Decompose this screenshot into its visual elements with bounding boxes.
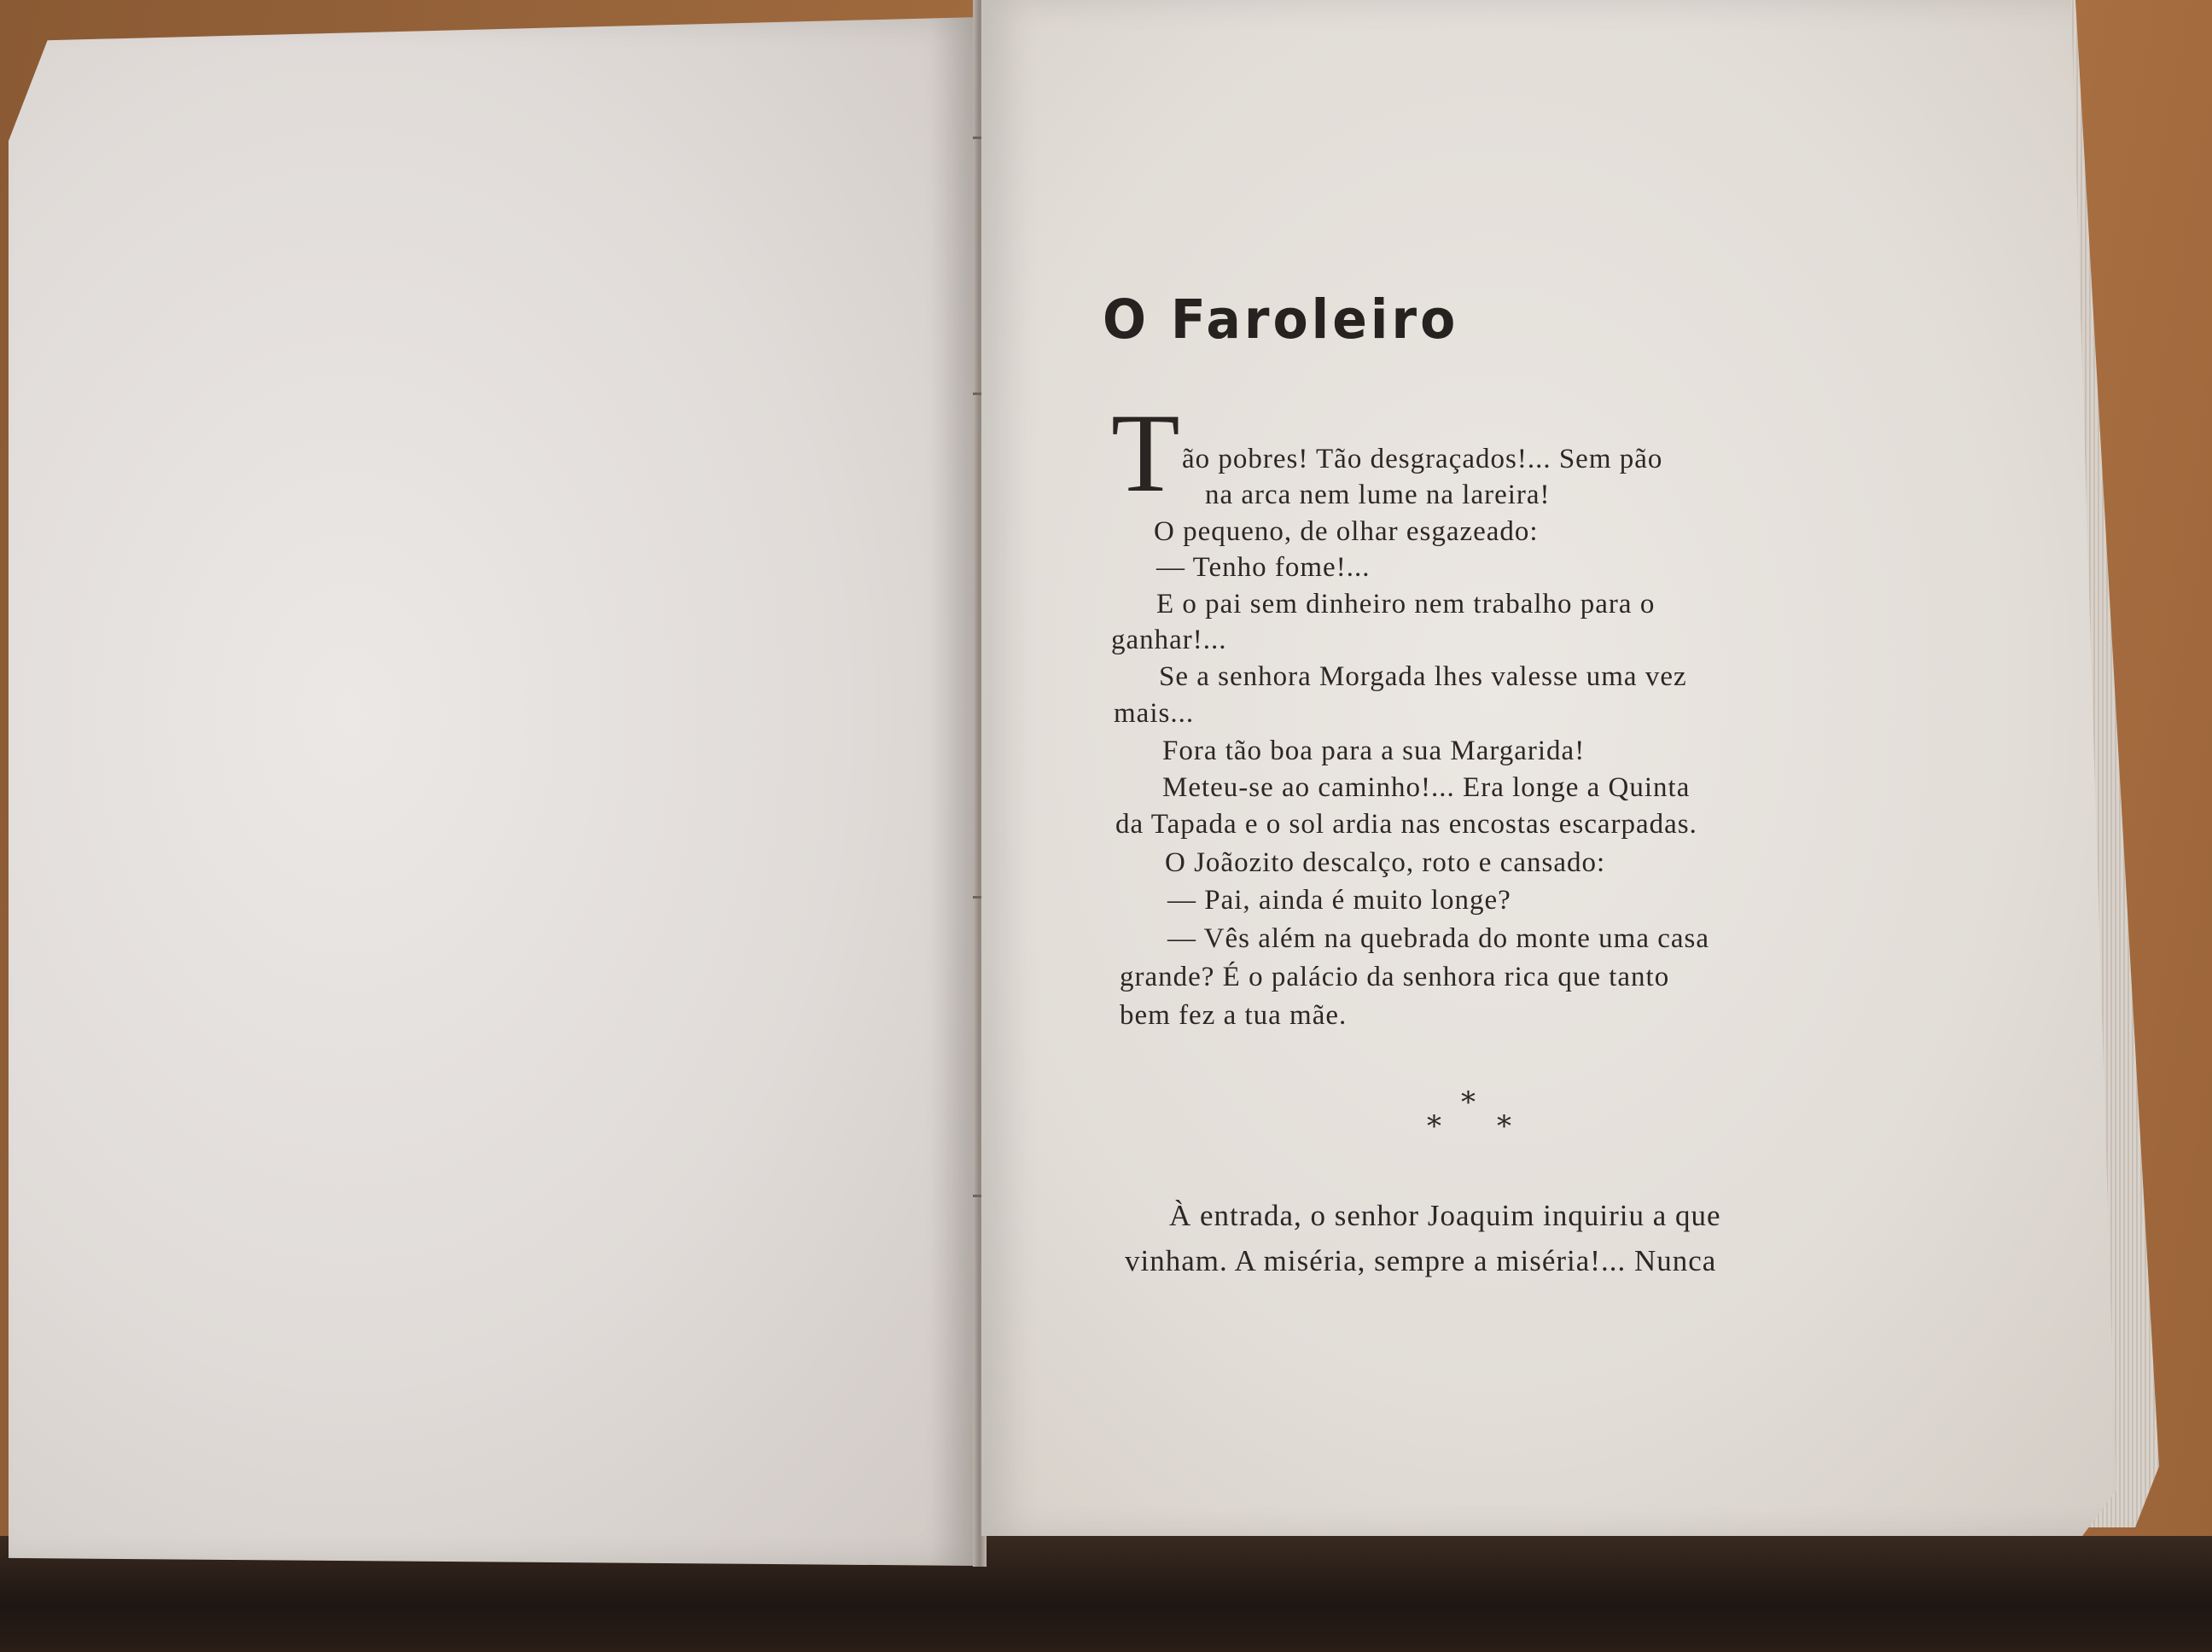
section-separator bbox=[1417, 1084, 1536, 1143]
text-line: À entrada, o senhor Joaquim inquiriu a que bbox=[1169, 1199, 1721, 1232]
text-line: O Joãozito descalço, roto e cansado: bbox=[1165, 847, 1606, 878]
text-line: na arca nem lume na lareira! bbox=[1205, 480, 1551, 510]
text-line: ão pobres! Tão desgraçados!... Sem pão bbox=[1182, 444, 1663, 474]
chapter-title: O Faroleiro bbox=[1103, 288, 1459, 352]
text-line: bem fez a tua mãe. bbox=[1120, 1000, 1348, 1031]
text-line: O pequeno, de olhar esgazeado: bbox=[1154, 516, 1539, 547]
text-line: mais... bbox=[1114, 698, 1195, 729]
text-line: ganhar!... bbox=[1111, 625, 1227, 655]
text-line: da Tapada e o sol ardia nas encostas escarpadas. bbox=[1115, 809, 1697, 840]
text-line: vinham. A miséria, sempre a miséria!... Nunca bbox=[1125, 1244, 1717, 1277]
text-line: grande? É o palácio da senhora rica que tanto bbox=[1120, 962, 1670, 992]
text-line: — Tenho fome!... bbox=[1156, 552, 1371, 583]
separator-star: * bbox=[1427, 1109, 1441, 1143]
text-line: — Vês além na quebrada do monte uma casa bbox=[1167, 923, 1710, 954]
separator-star: * bbox=[1461, 1085, 1476, 1120]
separator-star: * bbox=[1497, 1109, 1511, 1143]
text-line: Fora tão boa para a sua Margarida! bbox=[1162, 736, 1586, 766]
text-line: — Pai, ainda é muito longe? bbox=[1167, 885, 1511, 916]
drop-cap: T bbox=[1111, 390, 1180, 515]
text-line: Meteu-se ao caminho!... Era longe a Quinta bbox=[1162, 772, 1691, 803]
text-line: Se a senhora Morgada lhes valesse uma vez bbox=[1159, 661, 1687, 692]
text-line: E o pai sem dinheiro nem trabalho para o bbox=[1156, 589, 1656, 620]
